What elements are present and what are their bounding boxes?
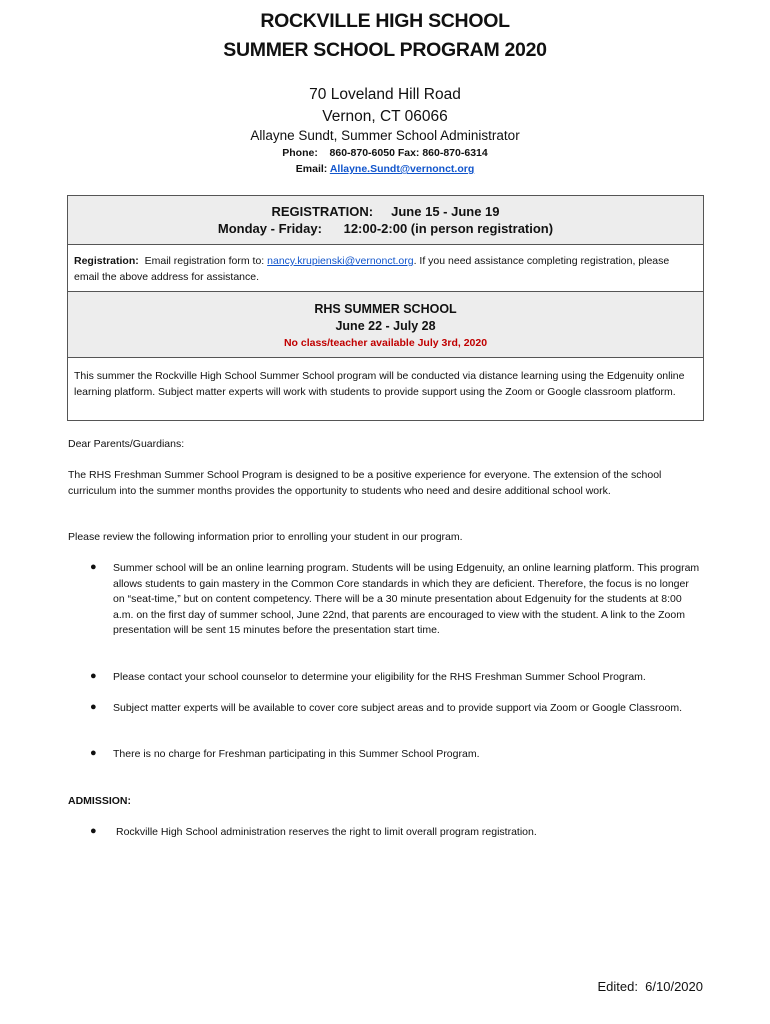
summer-school-header-box: [67, 291, 704, 358]
summer-school-description: This summer the Rockville High School Summer School program will be conducted via distance learning using the Edgenuity online learning platform. Subject matter experts will work with students to provide support using the Zoom or Google classroom platform.: [74, 370, 685, 398]
registration-info-text: [68, 245, 703, 291]
list-item: Summer school will be an online learning program. Students will be using Edgenuity, an online learning platform. This program allows students to gain mastery in the Common Core standards in which they are deficient. Therefore, the focus is no longer on “seat-time,” but on content competency. There will be a 30 minute presentation about Edgenuity for the students at 8:00 a.m. on the first day of summer school, June 22nd, that parents are encouraged to view with the student. A link to the Zoom presentation will be sent 15 minutes before the presentation start time.: [113, 562, 700, 636]
bullet-symbol: ●: [90, 701, 97, 713]
bullet-symbol: ●: [90, 825, 97, 837]
phone-fax-line: Phone: 860-870-6050 Fax: 860-870-6314: [282, 147, 488, 159]
intro-paragraph: The RHS Freshman Summer School Program is designed to be a positive experience for everyone. The extension of the school curriculum into the summer months provides the opportunity to students who need and desire additional school work.: [68, 469, 662, 497]
email-line: [0, 163, 770, 175]
administrator-email-link[interactable]: Allayne.Sundt@vernonct.org: [329, 163, 475, 175]
no-class-notice: No class/teacher available July 3rd, 2020: [283, 337, 488, 349]
program-title: SUMMER SCHOOL PROGRAM 2020: [223, 39, 547, 61]
list-item: There is no charge for Freshman participating in this Summer School Program.: [113, 748, 480, 760]
salutation: Dear Parents/Guardians:: [68, 438, 185, 450]
registration-info-box: [67, 244, 704, 292]
registration-text-after: . If you need assistance completing registration, please email the above address for assistance.: [74, 255, 670, 283]
edited-date: Edited: 6/10/2020: [597, 979, 703, 994]
email-label: Email:: [295, 163, 330, 175]
address-street: 70 Loveland Hill Road: [309, 86, 461, 103]
list-item: Subject matter experts will be available to cover core subject areas and to provide support via Zoom or Google Classroom.: [113, 702, 683, 714]
registration-hours: Monday - Friday: 12:00-2:00 (in person registration): [217, 221, 554, 236]
bullet-symbol: ●: [90, 747, 97, 759]
registration-text-before: Email registration form to:: [138, 255, 268, 267]
school-title: ROCKVILLE HIGH SCHOOL: [260, 10, 510, 32]
summer-school-dates: June 22 - July 28: [335, 319, 436, 333]
summer-school-description-box: [67, 357, 704, 421]
list-item: Please contact your school counselor to determine your eligibility for the RHS Freshman Summer School Program.: [113, 671, 646, 683]
review-paragraph: Please review the following information prior to enrolling your student in our program.: [68, 531, 463, 543]
list-item: Rockville High School administration reserves the right to limit overall program registration.: [116, 826, 537, 838]
address-city: Vernon, CT 06066: [322, 108, 448, 125]
administrator-line: Allayne Sundt, Summer School Administrator: [250, 128, 520, 143]
admission-heading: ADMISSION:: [68, 795, 131, 807]
bullet-symbol: ●: [90, 561, 97, 573]
registration-header-box: [67, 195, 704, 245]
registration-label: Registration:: [74, 255, 139, 267]
bullet-symbol: ●: [90, 670, 97, 682]
registration-dates: REGISTRATION: June 15 - June 19: [271, 204, 500, 219]
summer-school-heading: RHS SUMMER SCHOOL: [314, 302, 457, 316]
registration-email-link[interactable]: nancy.krupienski@vernonct.org: [267, 255, 414, 267]
